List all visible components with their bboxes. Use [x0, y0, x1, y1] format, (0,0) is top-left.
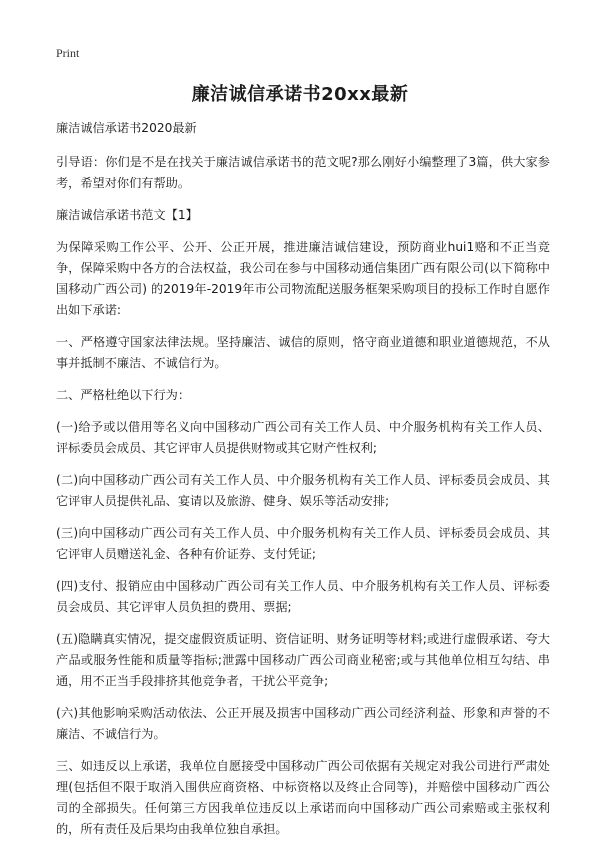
clause-2-item-3: (三)向中国移动广西公司有关工作人员、中介服务机构有关工作人员、评标委员会成员、其它评审人员赠送礼金、各种有价证券、支付凭证;	[56, 526, 550, 561]
print-link[interactable]: Print	[56, 46, 80, 60]
document-subtitle: 廉洁诚信承诺书2020最新	[56, 121, 197, 135]
clause-2-item-4: (四)支付、报销应由中国移动广西公司有关工作人员、中介服务机构有关工作人员、评标委员会成员、其它评审人员负担的费用、票据;	[56, 579, 550, 614]
clause-2: 二、严格杜绝以下行为：	[56, 388, 191, 402]
clause-2-item-6: (六)其他影响采购活动依法、公正开展及损害中国移动广西公司经济利益、形象和声誉的不廉洁、不诚信行为。	[56, 706, 550, 741]
document-title: 廉洁诚信承诺书20xx最新	[191, 84, 409, 105]
document-body	[56, 118, 550, 851]
clause-2-item-1: (一)给予或以借用等名义向中国移动广西公司有关工作人员、中介服务机构有关工作人员、评标委员会成员、其它评审人员提供财物或其它财产性权利;	[56, 420, 550, 455]
intro-paragraph: 引导语：你们是不是在找关于廉洁诚信承诺书的范文呢?那么刚好小编整理了3篇，供大家参考，希望对你们有帮助。	[56, 155, 550, 190]
clause-2-item-2: (二)向中国移动广西公司有关工作人员、中介服务机构有关工作人员、评标委员会成员、其它评审人员提供礼品、宴请以及旅游、健身、娱乐等活动安排;	[56, 473, 550, 508]
clause-3: 三、如违反以上承诺，我单位自愿接受中国移动广西公司依据有关规定对我公司进行严肃处理(包括但不限于取消入围供应商资格、中标资格以及终止合同等)，并赔偿中国移动广西公司的全部损失。任何第三方因我单位违反以上承诺而向中国移动广西公司索赔或主张权利的，所有责任及后果均由我单位独自承担。	[56, 759, 550, 836]
clause-1: 一、严格遵守国家法律法规。坚持廉洁、诚信的原则，恪守商业道德和职业道德规范，不从事并抵制不廉洁、不诚信行为。	[56, 335, 550, 370]
body-paragraph: 为保障采购工作公平、公开、公正开展，推进廉洁诚信建设，预防商业hui1赂和不正当竞争，保障采购中各方的合法权益，我公司在参与中国移动通信集团广西有限公司(以下简称中国移动广西公司) 的2019年-2019年市公司物流配送服务框架采购项目的投标工作时自愿作出如下承诺:	[56, 240, 550, 317]
clause-2-item-5: (五)隐瞒真实情况，提交虚假资质证明、资信证明、财务证明等材料;或进行虚假承诺、夸大产品或服务性能和质量等指标;泄露中国移动广西公司商业秘密;或与其他单位相互勾结、串通，用不正当手段排挤其他竞争者，干扰公平竞争;	[56, 632, 550, 688]
section-heading: 廉洁诚信承诺书范文【1】	[56, 208, 198, 222]
